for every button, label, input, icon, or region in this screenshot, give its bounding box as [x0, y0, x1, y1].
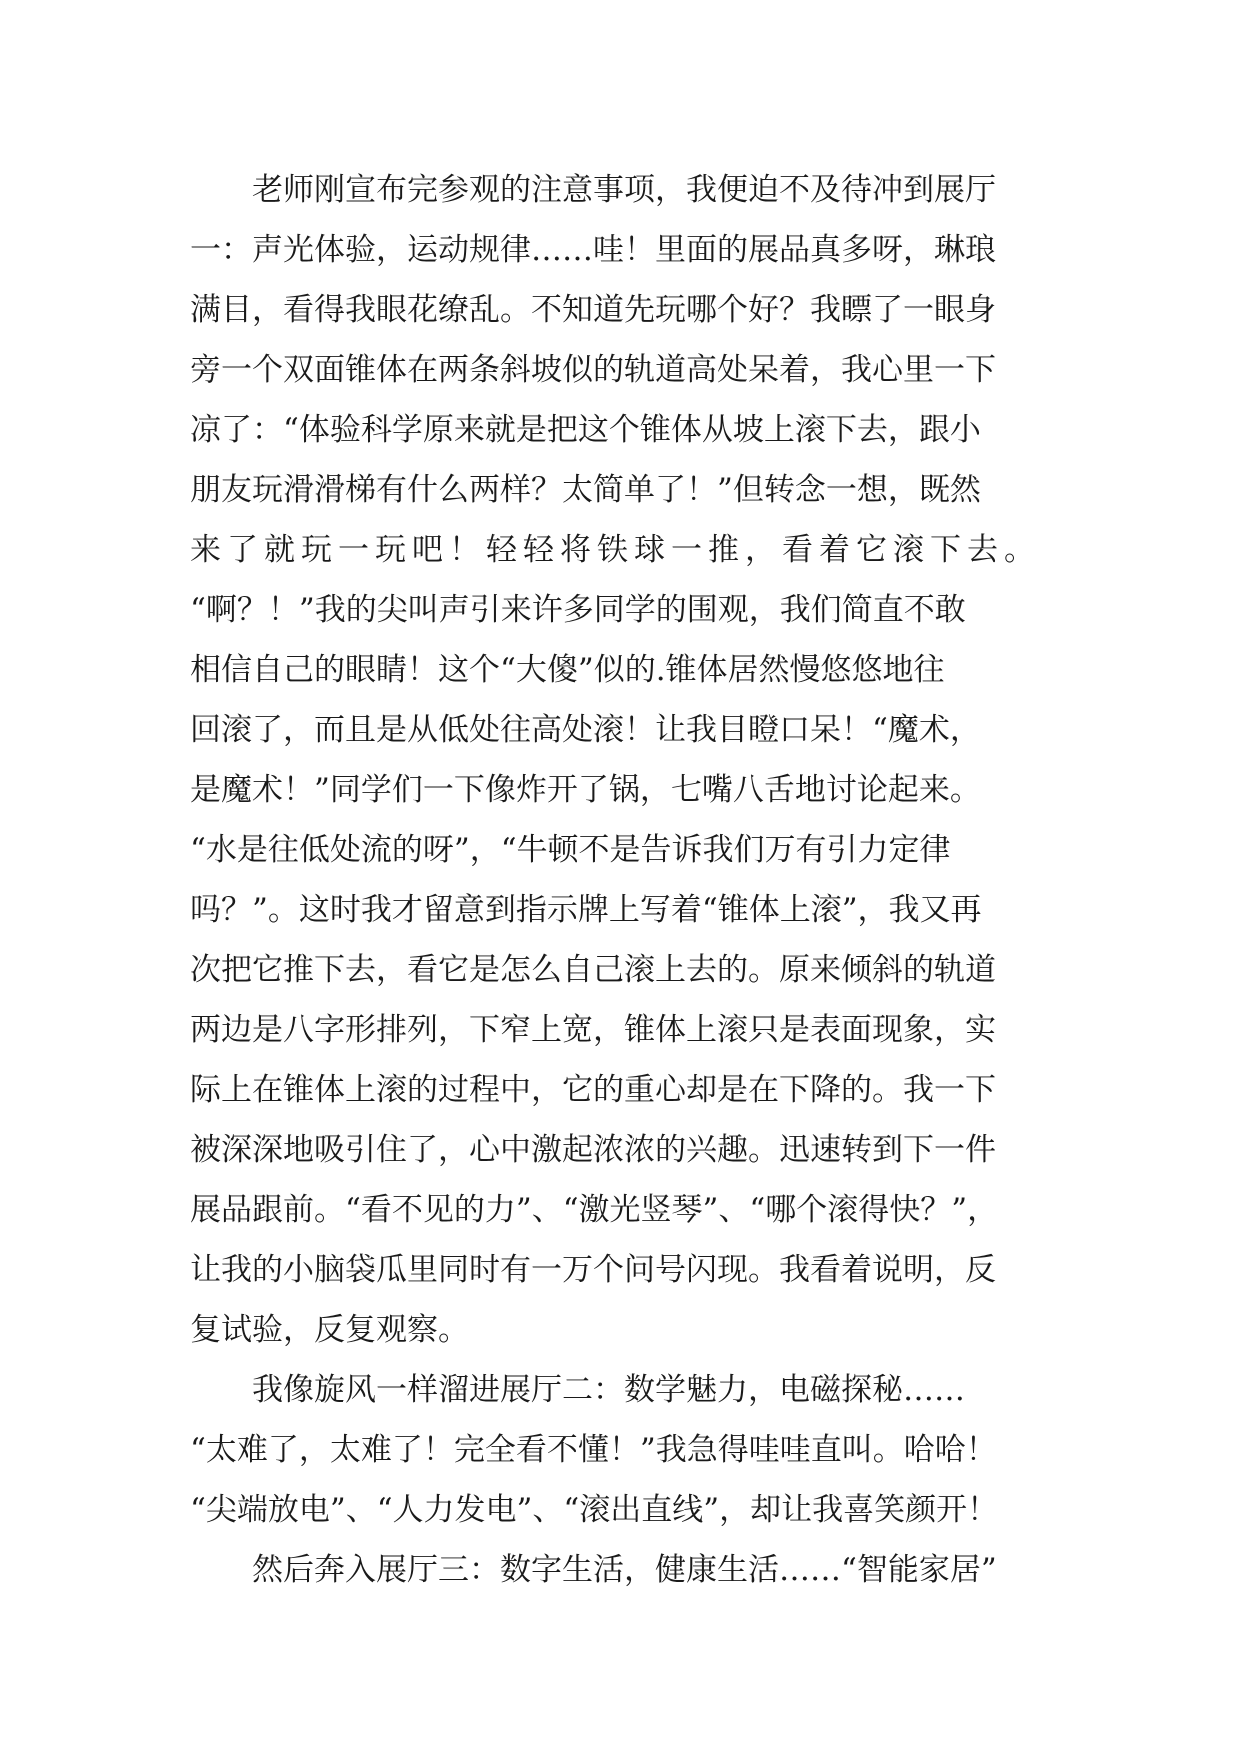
- paragraph-1-line-1: 老师刚宣布完参观的注意事项，我便迫不及待冲到展厅: [252, 172, 996, 208]
- paragraph-3-line-1: 然后奔入展厅三：数字生活，健康生活……“智能家居”: [252, 1552, 997, 1588]
- paragraph-1-line-8: “啊？！”我的尖叫声引来许多同学的围观，我们简直不敢: [190, 592, 966, 628]
- paragraph-1-line-4: 旁一个双面锥体在两条斜坡似的轨道高处呆着，我心里一下: [190, 352, 996, 388]
- paragraph-1-line-3: 满目，看得我眼花缭乱。不知道先玩哪个好？我瞟了一眼身: [190, 292, 996, 328]
- paragraph-1-line-12: “水是往低处流的呀”，“牛顿不是告诉我们万有引力定律: [190, 832, 951, 868]
- paragraph-2-line-1: 我像旋风一样溜进展厅二：数学魅力，电磁探秘……: [252, 1372, 965, 1408]
- paragraph-1-line-17: 被深深地吸引住了，心中激起浓浓的兴趣。迅速转到下一件: [190, 1132, 996, 1168]
- paragraph-1-line-18: 展品跟前。“看不见的力”、“激光竖琴”、“哪个滚得快？”，: [190, 1192, 999, 1228]
- paragraph-1-line-7: 来了就玩一玩吧！轻轻将铁球一推，看着它滚下去。: [190, 532, 1041, 568]
- paragraph-2-line-3: “尖端放电”、“人力发电”、“滚出直线”，却让我喜笑颜开！: [190, 1492, 999, 1528]
- paragraph-1-line-2: 一：声光体验，运动规律……哇！里面的展品真多呀，琳琅: [190, 232, 996, 268]
- paragraph-1-line-20: 复试验，反复观察。: [190, 1312, 469, 1348]
- paragraph-1-line-9: 相信自己的眼睛！这个“大傻”似的.锥体居然慢悠悠地往: [190, 652, 945, 688]
- paragraph-1-line-14: 次把它推下去，看它是怎么自己滚上去的。原来倾斜的轨道: [190, 952, 996, 988]
- paragraph-1-line-13: 吗？”。这时我才留意到指示牌上写着“锥体上滚”，我又再: [190, 892, 982, 928]
- paragraph-1-line-11: 是魔术！”同学们一下像炸开了锅，七嘴八舌地讨论起来。: [190, 772, 981, 808]
- paragraph-1-line-15: 两边是八字形排列，下窄上宽，锥体上滚只是表面现象，实: [190, 1012, 996, 1048]
- paragraph-1-line-10: 回滚了，而且是从低处往高处滚！让我目瞪口呆！“魔术，: [190, 712, 981, 748]
- paragraph-1-line-16: 际上在锥体上滚的过程中，它的重心却是在下降的。我一下: [190, 1072, 996, 1108]
- paragraph-1-line-19: 让我的小脑袋瓜里同时有一万个问号闪现。我看着说明，反: [190, 1252, 996, 1288]
- article-body: [190, 160, 1090, 1600]
- paragraph-1-line-5: 凉了：“体验科学原来就是把这个锥体从坡上滚下去，跟小: [190, 412, 981, 448]
- paragraph-2-line-2: “太难了，太难了！完全看不懂！”我急得哇哇直叫。哈哈！: [190, 1432, 997, 1468]
- paragraph-1-line-6: 朋友玩滑滑梯有什么两样？太简单了！”但转念一想，既然: [190, 472, 981, 508]
